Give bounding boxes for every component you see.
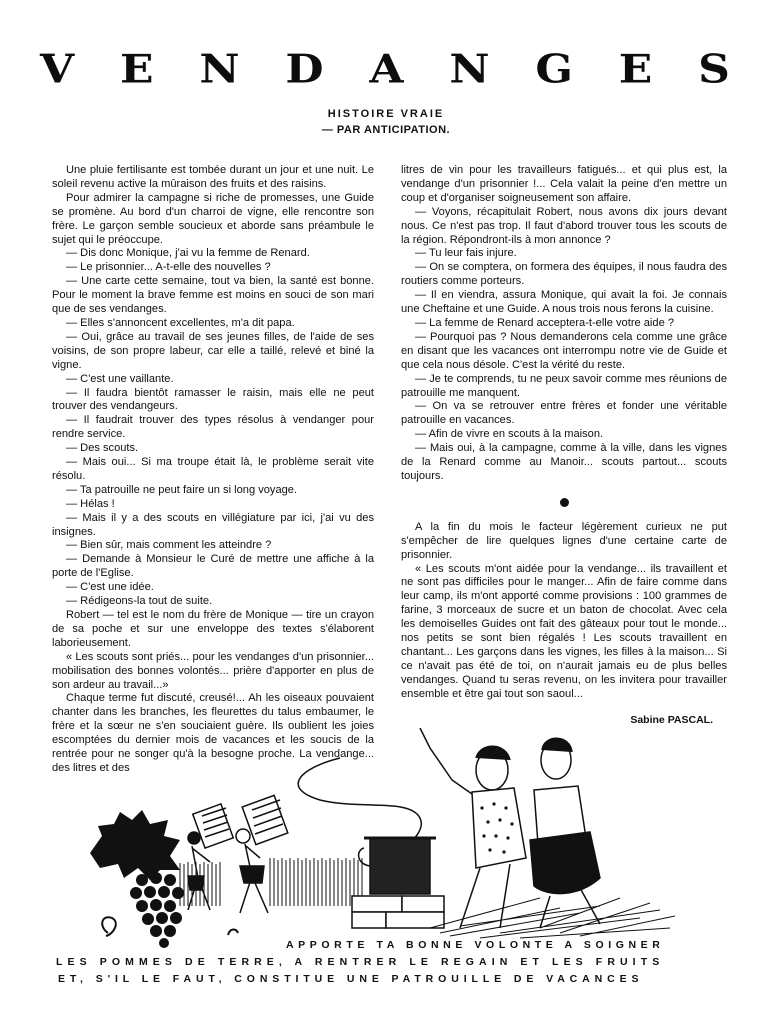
paragraph: — Ta patrouille ne peut faire un si long voyage. — [66, 483, 298, 496]
footer-slogan-line-1: APPORTE TA BONNE VOLONTE A SOIGNER — [286, 939, 665, 951]
article-column-right — [401, 164, 727, 728]
paragraph: Pour admirer la campagne si riche de promesses, une Guide se promène. Au bord d'un charroi de vigne, elle rencontre son frère. Le garçon semble soucieux et aborde sans préambule le sujet qui le préoccupe. — [52, 191, 374, 246]
paragraph: — Elles s'annoncent excellentes, m'a dit papa. — [66, 316, 295, 329]
paragraph: — Il faudrait trouver des types résolus à vendanger pour rendre service. — [52, 414, 374, 441]
title-letter: E — [618, 46, 653, 93]
paragraph: — On se comptera, on formera des équipes, il nous faudra des routiers comme porteurs. — [401, 261, 727, 288]
scout-carrier-icon — [236, 795, 288, 913]
paragraph: — Oui, grâce au travail de ses jeunes filles, de l'aide de ses voisins, de son propre labeur, car elle a taillé, relevé et biné la vigne. — [52, 330, 374, 371]
vendange-illustration — [80, 728, 680, 950]
paragraph: — Hélas ! — [66, 497, 115, 510]
footer-slogan-line-3: ET, S'IL LE FAUT, CONSTITUE UNE PATROUILLE DE VACANCES — [58, 973, 644, 985]
vineyard-rows-icon — [180, 858, 362, 906]
paragraph: — Rédigeons-la tout de suite. — [66, 595, 213, 608]
title-letter: V — [40, 46, 75, 93]
title-letter: N — [199, 46, 240, 93]
footer-slogan-line-2: LES POMMES DE TERRE, A RENTRER LE REGAIN ET LES FRUITS — [56, 956, 665, 968]
paragraph: — Une carte cette semaine, tout va bien, la santé est bonne. Pour le moment la brave femme est moins en souci de son mari que de ses vendanges. — [52, 275, 374, 316]
paragraph: — Il faudra bientôt ramasser le raisin, mais elle ne peut trouver des vendangeurs. — [52, 386, 374, 413]
paragraph: — Voyons, récapitulait Robert, nous avons dix jours devant nous. Ce n'est pas trop. Il faut d'abord trouver tous les scouts de la région. Répondront-ils à mon annonce ? — [401, 205, 727, 246]
paragraph: — Il en viendra, assura Monique, qui avait la foi. Je connais une Cheftaine et une Guide. A nous trois nous ferons la cuisine. — [401, 289, 727, 316]
paragraph: — On va se retrouver entre frères et fonder une véritable patrouille en vacances. — [401, 400, 727, 427]
grape-bunch-icon — [130, 872, 184, 948]
paragraph: — Afin de vivre en scouts à la maison. — [415, 428, 604, 441]
subtitle-anticipation: — PAR ANTICIPATION. — [321, 124, 451, 136]
title-letter: A — [369, 46, 404, 93]
article-column-left — [52, 164, 374, 776]
title-letter: S — [698, 46, 730, 93]
grape-leaf-icon — [90, 810, 180, 880]
title-letter: N — [449, 46, 490, 93]
cooking-pot-icon — [359, 838, 436, 894]
paragraph: — La femme de Renard acceptera-t-elle votre aide ? — [415, 316, 674, 329]
paragraph: — Dis donc Monique, j'ai vu la femme de Renard. — [66, 247, 310, 260]
title-letter: G — [535, 46, 573, 93]
title-letter: E — [119, 46, 154, 93]
paragraph: Chaque terme fut discuté, creusé!... Ah les oiseaux pouvaient chanter dans les branches, les fleurettes du talus embaumer, le frère et la sœur ne s'en souciaient guère. Ils oublient les joies escomptées du dernier mois de vacances et les soucis de la rentrée pour ne songer qu'à la besogne proche. La vendange... des litres et des — [52, 692, 374, 774]
paragraph: litres de vin pour les travailleurs fatigués... et qui plus est, la vendange d'un prisonnier !... Cela valait la peine d'en mettre un coup et d'organiser soigneusement son affaire. — [401, 164, 727, 204]
paragraph: — C'est une vaillante. — [66, 372, 174, 385]
paragraph: — Demande à Monsieur le Curé de mettre une affiche à la porte de l'Eglise. — [52, 553, 374, 580]
paragraph: « Les scouts m'ont aidée pour la vendange... ils travaillent et ne sont pas difficiles pour le manger... Afin de faire comme dans leur camp, ils m'ont apporté comme provisions : 100 grammes de farine, 3 morceaux de sucre et un baton de chocolat. Avec cela les demoiselles Guides ont fait des gâteaux pour tout le monde... nos petits se sont bien régalés ! Les scouts travaillent en chantant... Les garçons dans les vignes, les filles à la maison... Si ce n'avait pas été de toi, on n'aurait jamais eu de plus belles vendanges. Quand tu seras revenu, on les invitera pour travailler ensemble et être gai tout son saoul... — [401, 562, 727, 700]
paragraph: — Mais il y a des scouts en villégiature par ici, j'ai vu des insignes. — [52, 511, 374, 538]
paragraph: — C'est une idée. — [66, 581, 154, 594]
paragraph: — Le prisonnier... A-t-elle des nouvelles ? — [66, 261, 271, 274]
paragraph: — Bien sûr, mais comment les atteindre ? — [66, 539, 272, 552]
paragraph: — Mais oui... Si ma troupe était là, le problème serait vite résolu. — [52, 456, 374, 482]
paragraph: — Je te comprends, tu ne peux savoir comme mes réunions de patrouille me manquent. — [401, 372, 727, 399]
paragraph: A la fin du mois le facteur légèrement curieux ne put s'empêcher de lire quelques lignes d'une certaine carte de prisonnier. — [401, 520, 727, 561]
title-letter: D — [285, 46, 324, 93]
scout-carrier-icon — [188, 804, 233, 910]
guide-girls-icon — [420, 728, 600, 928]
vine-tendril-icon — [102, 917, 116, 936]
paragraph: « Les scouts sont priés... pour les vendanges d'un prisonnier... mobilisation des bonnes volontés... prière d'apporter en plus de son ardeur au travail...» — [52, 650, 374, 691]
section-separator-dot — [560, 498, 569, 507]
paragraph: — Pourquoi pas ? Nous demanderons cela comme une grâce en disant que les vacances ont interrompu notre vie de Guide et que cela nous désole. C'est la vérité du reste. — [401, 330, 727, 371]
paragraph: Robert — tel est le nom du frère de Monique — tire un crayon de sa poche et sur une enveloppe des textes s'élaborent laborieusement. — [52, 609, 374, 649]
paragraph: Une pluie fertilisante est tombée durant un jour et une nuit. Le soleil revenu active la mûraison des fruits et des raisins. — [52, 164, 374, 190]
page-title — [40, 44, 730, 96]
brushwood-icon — [430, 898, 675, 938]
paragraph: — Mais oui, à la campagne, comme à la ville, dans les vignes de la Renard comme au Manoir... scouts partout... scouts toujours. — [401, 442, 727, 482]
stone-hearth-icon — [352, 896, 444, 928]
paragraph: — Des scouts. — [66, 442, 139, 455]
paragraph: — Tu leur fais injure. — [415, 247, 517, 260]
subtitle-story: HISTOIRE VRAIE — [327, 108, 445, 120]
author-signature: Sabine PASCAL. — [630, 713, 713, 726]
